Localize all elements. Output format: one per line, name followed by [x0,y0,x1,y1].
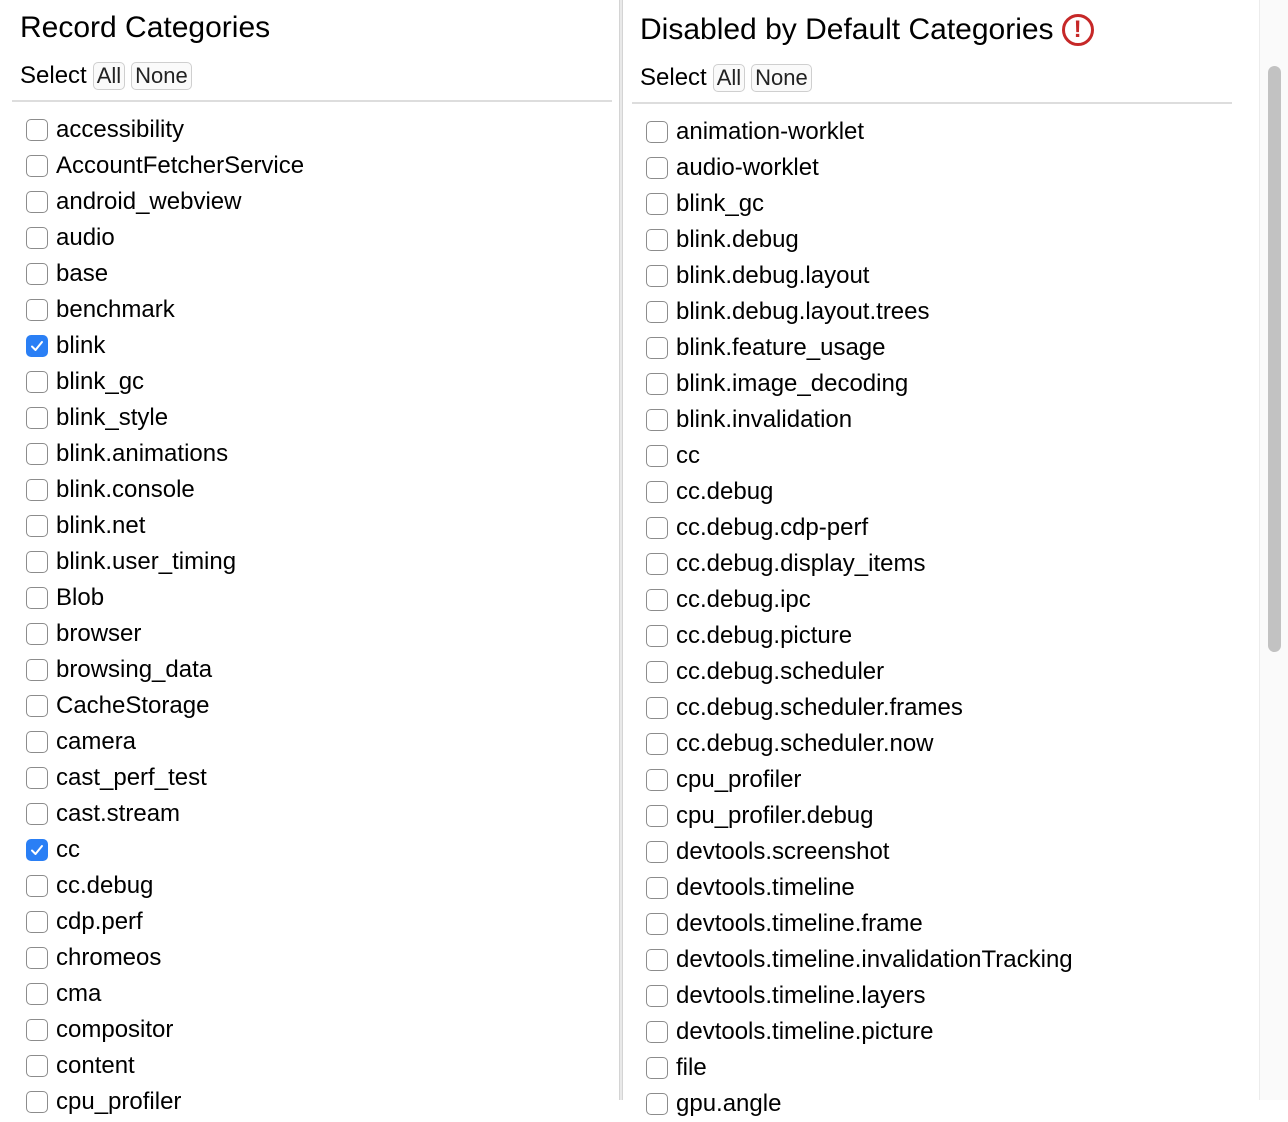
disabled-divider [632,102,1232,104]
category-label: devtools.timeline [676,874,855,901]
category-label: blink.debug.layout.trees [676,298,930,325]
record-category-item[interactable] [12,904,612,940]
category-label: cc.debug.scheduler [676,658,885,685]
category-label: cc.debug [56,872,154,899]
disabled-categories-title: Disabled by Default Categories [640,13,1054,46]
checkmark-icon [29,338,45,354]
record-select-none-button[interactable]: None [131,62,192,90]
disabled-category-item[interactable] [632,186,1232,222]
disabled-category-item[interactable] [632,150,1232,186]
checkbox[interactable] [646,157,668,179]
checkbox[interactable] [26,911,48,933]
disabled-select-all-button[interactable]: All [713,64,745,92]
record-categories-title: Record Categories [20,11,271,44]
category-label: AccountFetcherService [56,152,305,179]
checkbox[interactable] [26,875,48,897]
disabled-category-item[interactable] [632,978,1232,1014]
disabled-category-item[interactable] [632,258,1232,294]
checkmark-icon [29,842,45,858]
category-label: content [56,1052,135,1079]
category-label: file [676,1054,707,1081]
disabled-category-item[interactable] [632,546,1232,582]
warning-circle-icon: ! [1062,14,1094,46]
record-divider [12,100,612,102]
category-label: cc.debug.ipc [676,586,811,613]
disabled-categories-title-row [640,10,1232,50]
category-label: audio-worklet [676,154,819,181]
category-label: blink.animations [56,440,229,467]
category-label: browsing_data [56,656,213,683]
record-category-item[interactable] [12,184,612,220]
record-select-row [20,60,612,92]
checkbox[interactable] [26,695,48,717]
category-label: blink.console [56,476,195,503]
disabled-category-item[interactable] [632,582,1232,618]
record-category-item[interactable] [12,364,612,400]
disabled-category-item[interactable] [632,330,1232,366]
record-category-item[interactable] [12,1048,612,1084]
disabled-category-item[interactable] [632,654,1232,690]
checkbox[interactable] [26,1055,48,1077]
checkbox[interactable] [646,985,668,1007]
disabled-category-item[interactable] [632,726,1232,762]
record-category-list [12,112,612,1120]
category-label: cc.debug.cdp-perf [676,514,869,541]
checkbox[interactable] [26,1019,48,1041]
category-label: cpu_profiler [56,1088,182,1115]
record-category-item[interactable] [12,652,612,688]
checkbox[interactable] [646,1021,668,1043]
record-category-item[interactable] [12,688,612,724]
checkbox[interactable] [26,551,48,573]
checkbox[interactable] [646,949,668,971]
category-label: cpu_profiler [676,766,802,793]
checkbox[interactable] [26,623,48,645]
record-category-item[interactable] [12,400,612,436]
category-label: CacheStorage [56,692,210,719]
category-label: base [56,260,109,287]
checkbox[interactable] [26,191,48,213]
category-label: chromeos [56,944,162,971]
disabled-category-item[interactable] [632,834,1232,870]
disabled-category-item[interactable] [632,366,1232,402]
disabled-category-item[interactable] [632,798,1232,834]
checkbox[interactable] [26,515,48,537]
vertical-scrollbar[interactable] [1259,0,1288,1100]
record-category-item[interactable] [12,328,612,364]
category-label: blink_gc [676,190,765,217]
category-label: devtools.timeline.invalidationTracking [676,946,1073,973]
checkbox[interactable] [646,193,668,215]
checkbox[interactable] [646,661,668,683]
category-label: cc.debug.picture [676,622,853,649]
disabled-category-item[interactable] [632,1050,1232,1086]
category-label: devtools.screenshot [676,838,890,865]
checkbox[interactable] [646,301,668,323]
category-label: blink.image_decoding [676,370,909,397]
category-label: cc.debug [676,478,774,505]
checkbox-checked[interactable] [26,839,48,861]
disabled-category-item[interactable] [632,618,1232,654]
disabled-select-row [640,62,1232,94]
category-label: cc.debug.scheduler.frames [676,694,963,721]
panel-separator[interactable] [619,0,623,1100]
record-category-item[interactable] [12,112,612,148]
checkbox[interactable] [646,589,668,611]
disabled-category-item[interactable] [632,114,1232,150]
category-label: benchmark [56,296,175,323]
checkbox[interactable] [646,409,668,431]
checkbox[interactable] [26,119,48,141]
category-label: blink [56,332,106,359]
category-label: blink.feature_usage [676,334,886,361]
disabled-select-none-button[interactable]: None [751,64,812,92]
checkbox[interactable] [646,805,668,827]
disabled-category-item[interactable] [632,762,1232,798]
category-label: browser [56,620,142,647]
disabled-category-item[interactable] [632,942,1232,978]
category-label: cast.stream [56,800,181,827]
checkbox-checked[interactable] [26,335,48,357]
checkbox[interactable] [646,445,668,467]
record-category-item[interactable] [12,832,612,868]
category-label: cdp.perf [56,908,143,935]
category-label: cast_perf_test [56,764,207,791]
checkbox[interactable] [26,587,48,609]
disabled-categories-panel [632,0,1232,1117]
checkbox[interactable] [646,229,668,251]
checkbox[interactable] [26,263,48,285]
record-category-item[interactable] [12,580,612,616]
record-category-item[interactable] [12,292,612,328]
checkbox[interactable] [646,625,668,647]
disabled-category-item[interactable] [632,402,1232,438]
checkbox[interactable] [646,733,668,755]
record-category-item[interactable] [12,544,612,580]
checkbox[interactable] [646,877,668,899]
checkbox[interactable] [26,947,48,969]
checkbox[interactable] [26,983,48,1005]
record-category-item[interactable] [12,868,612,904]
record-category-item[interactable] [12,724,612,760]
category-label: camera [56,728,137,755]
checkbox[interactable] [26,803,48,825]
category-label: cpu_profiler.debug [676,802,874,829]
disabled-category-list [632,114,1232,1122]
checkbox[interactable] [646,769,668,791]
record-categories-panel [12,0,612,1115]
checkbox[interactable] [26,767,48,789]
record-category-item[interactable] [12,976,612,1012]
checkbox[interactable] [26,371,48,393]
category-label: cc.debug.scheduler.now [676,730,934,757]
checkbox[interactable] [646,1093,668,1115]
category-label: blink.user_timing [56,548,237,575]
category-label: blink.net [56,512,146,539]
disabled-category-item[interactable] [632,294,1232,330]
record-category-item[interactable] [12,508,612,544]
category-label: Blob [56,584,105,611]
checkbox[interactable] [646,697,668,719]
disabled-category-item[interactable] [632,474,1232,510]
record-category-item[interactable] [12,940,612,976]
record-category-item[interactable] [12,1084,612,1120]
record-category-item[interactable] [12,436,612,472]
checkbox[interactable] [26,479,48,501]
disabled-category-item[interactable] [632,870,1232,906]
disabled-category-item[interactable] [632,906,1232,942]
checkbox[interactable] [646,1057,668,1079]
checkbox[interactable] [26,227,48,249]
checkbox[interactable] [646,265,668,287]
category-label: devtools.timeline.frame [676,910,923,937]
record-category-item[interactable] [12,1012,612,1048]
category-label: cc [676,442,700,469]
disabled-category-item[interactable] [632,1086,1232,1122]
record-select-all-button[interactable]: All [93,62,125,90]
checkbox[interactable] [646,553,668,575]
category-label: blink_style [56,404,169,431]
checkbox[interactable] [646,841,668,863]
category-label: accessibility [56,116,185,143]
record-category-item[interactable] [12,256,612,292]
record-category-item[interactable] [12,760,612,796]
category-label: gpu.angle [676,1090,782,1117]
category-label: devtools.timeline.picture [676,1018,934,1045]
checkbox[interactable] [26,155,48,177]
category-label: compositor [56,1016,174,1043]
disabled-category-item[interactable] [632,222,1232,258]
category-label: android_webview [56,188,242,215]
checkbox[interactable] [26,443,48,465]
scrollbar-thumb[interactable] [1268,66,1281,652]
category-label: blink.invalidation [676,406,853,433]
category-label: blink.debug.layout [676,262,870,289]
record-category-item[interactable] [12,220,612,256]
category-label: cc [56,836,80,863]
checkbox[interactable] [646,517,668,539]
checkbox[interactable] [26,299,48,321]
record-category-item[interactable] [12,472,612,508]
checkbox[interactable] [26,407,48,429]
disabled-category-item[interactable] [632,690,1232,726]
checkbox[interactable] [646,913,668,935]
checkbox[interactable] [26,731,48,753]
checkbox[interactable] [26,1091,48,1113]
category-label: blink_gc [56,368,145,395]
disabled-category-item[interactable] [632,1014,1232,1050]
record-category-item[interactable] [12,616,612,652]
checkbox[interactable] [646,373,668,395]
disabled-category-item[interactable] [632,438,1232,474]
checkbox[interactable] [646,337,668,359]
category-label: animation-worklet [676,118,865,145]
disabled-select-label: Select [640,64,707,91]
category-label: cc.debug.display_items [676,550,926,577]
checkbox[interactable] [26,659,48,681]
record-category-item[interactable] [12,148,612,184]
checkbox[interactable] [646,481,668,503]
category-label: blink.debug [676,226,799,253]
category-label: cma [56,980,102,1007]
category-label: audio [56,224,115,251]
checkbox[interactable] [646,121,668,143]
record-category-item[interactable] [12,796,612,832]
category-label: devtools.timeline.layers [676,982,926,1009]
disabled-category-item[interactable] [632,510,1232,546]
record-select-label: Select [20,62,87,89]
